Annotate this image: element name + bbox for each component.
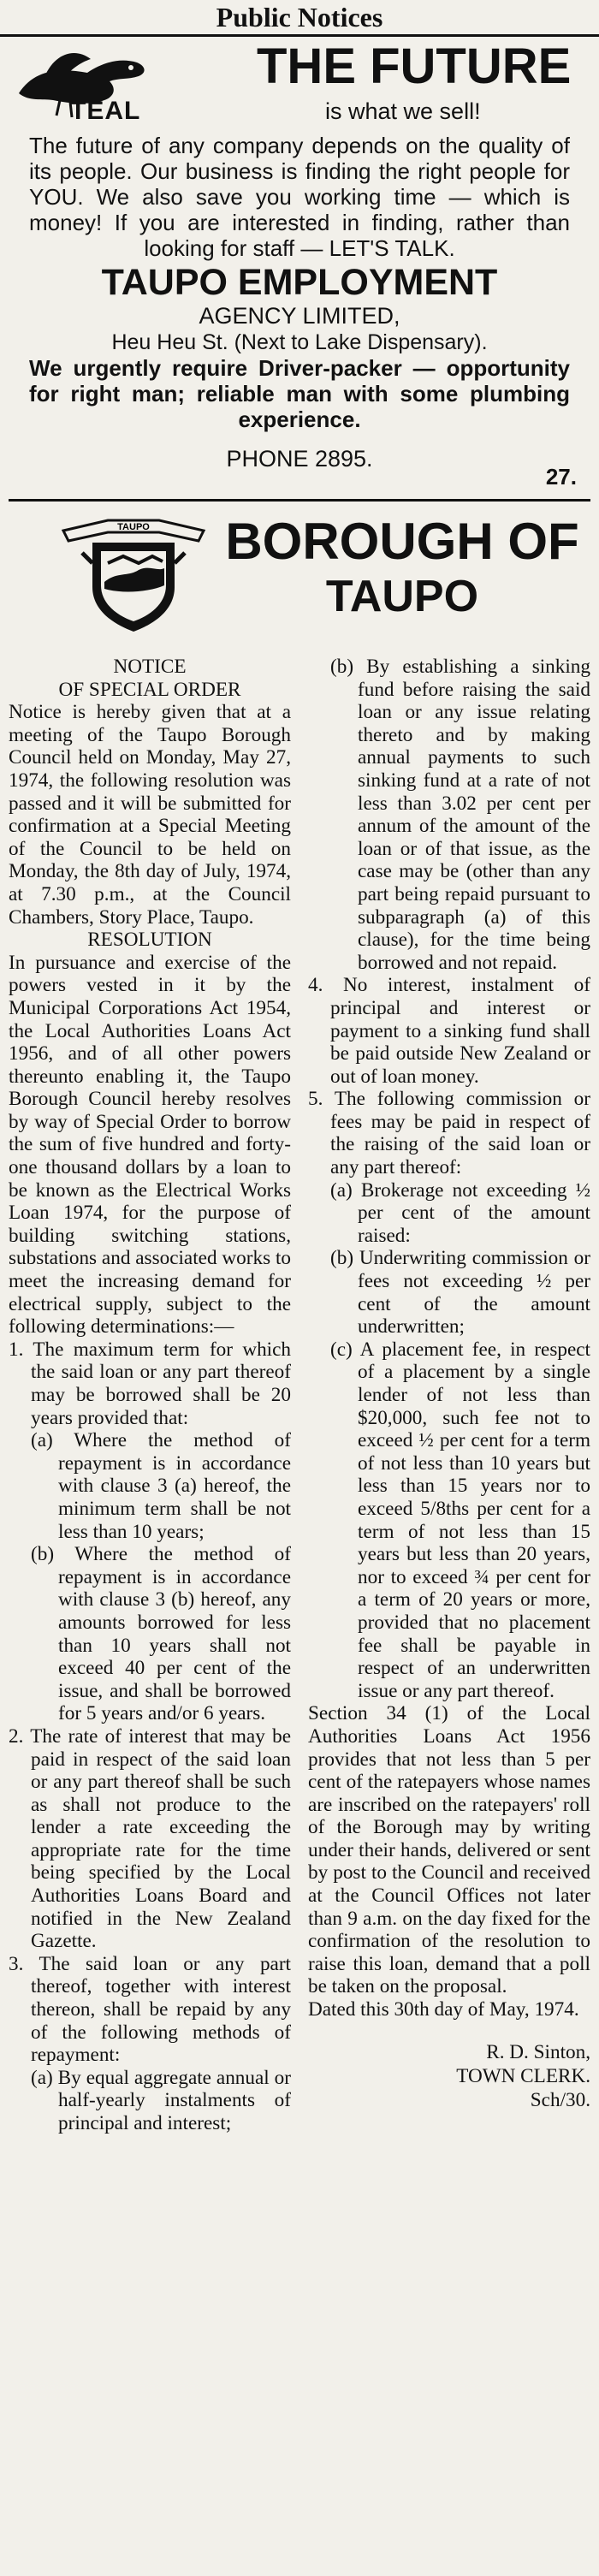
job-wanted-text: We urgently require Driver-packer — opportunity for right man; reliable man with some plumbing experience. bbox=[29, 355, 570, 432]
phone-number: PHONE 2895. bbox=[226, 446, 373, 472]
notice-column-right bbox=[308, 656, 590, 2135]
resolution-text: In pursuance and exercise of the powers vested in it by the Municipal Corporations Act 1954, the Local Authorities Loans Act 1956, and of all other powers thereunto enabling it, the Taupo Borough Council hereby resolves by way of Special Order to borrow the sum of five hundred and forty-one thousand dollars by a loan to be known as the Electrical Works Loan 1974, for the purpose of building switching stations, substations and associated works to meet the increasing demand for electrical supply, subject to the following determinations:— bbox=[9, 951, 291, 1338]
company-address: Heu Heu St. (Next to Lake Dispensary). bbox=[111, 330, 488, 354]
notice-column-left bbox=[9, 656, 291, 2135]
section-34-text: Section 34 (1) of the Local Authorities Loans Act 1956 provides that not less than 5 per cent of the ratepayers whose names are inscribed on the ratepayers' roll of the Borough may by writing under their hands, delivered or sent by post to the Council and received at the Council Offices not later than 9 a.m. on the day fixed for the confirmation of the resolution to raise this loan, demand that a poll be taken on the proposal. bbox=[308, 1702, 590, 1998]
notice-heading: NOTICE bbox=[113, 656, 187, 678]
advert-headline: THE FUTURE bbox=[257, 39, 572, 94]
advert-subheadline: is what we sell! bbox=[325, 98, 481, 124]
signatory-position: TOWN CLERK. bbox=[456, 2064, 590, 2087]
advert-reference: 27. bbox=[545, 464, 577, 490]
signature-block bbox=[308, 2040, 590, 2112]
notice-intro: Notice is hereby given that at a meeting of the Taupo Borough Council held on Monday, May 27, 1974, the following resolution was passed and it will be submitted for confirmation at a Special Meeting of the Council to be held on Monday, the 8th day of July, 1974, at 7.30 p.m., at the Council Chambers, Story Place, Taupo. bbox=[9, 701, 291, 929]
advert-body-block bbox=[29, 133, 570, 472]
clause-5b: (b) Underwriting commission or fees not exceeding ½ per cent of the amount underwritten; bbox=[330, 1247, 590, 1338]
clause-5c: (c) A placement fee, in respect of a placement by a single lender of not less than $20,000, such fee not to exceed ½ per cent for a term of not less than 10 years but less than 15 years nor to exceed 5/8ths per cent for a term of not less than 15 years but less than 20 years, nor to exceed ¾ per cent for a term of 20 years or more, provided that no placement fee shall be payable in respect of an underwritten issue or any part thereof. bbox=[330, 1338, 590, 1702]
notice-columns bbox=[9, 656, 590, 2135]
notice-subheading: OF SPECIAL ORDER bbox=[58, 678, 241, 701]
notice-title-line2: TAUPO bbox=[325, 572, 479, 621]
dated-line: Dated this 30th day of May, 1974. bbox=[308, 1998, 579, 2021]
clause-3b: (b) By establishing a sinking fund before raising the said loan or any issue relating thereto and by making annual payments to such sinking fund at a rate of not less than 3.02 per cent per annum of the amount of the loan or of that issue, as the case may be (other than any part being repaid pursuant to subparagraph (a) of this clause), for the time being borrowed and not repaid. bbox=[330, 656, 590, 974]
clause-3: 3. The said loan or any part thereof, together with interest thereon, shall be repaid by any of the following methods of repayment: bbox=[9, 1952, 291, 2067]
employment-advert bbox=[0, 37, 599, 499]
crest-text: TAUPO bbox=[117, 522, 150, 532]
notice-title-line1: BOROUGH OF bbox=[225, 513, 579, 570]
logo-text: TEAL bbox=[70, 97, 141, 125]
advert-body: The future of any company depends on the quality of its people. Our business is finding the right people for YOU. We also save you working time — which is money! If you are interested in finding, rather than looking for staff — LET'S TALK. bbox=[29, 133, 570, 261]
signatory-name: R. D. Sinton, bbox=[486, 2040, 590, 2063]
notice-reference: Sch/30. bbox=[530, 2088, 590, 2111]
clause-1a: (a) Where the method of repayment is in accordance with clause 3 (a) hereof, the minimum term shall be not less than 10 years; bbox=[31, 1429, 291, 1543]
notice-title bbox=[0, 513, 599, 623]
clause-4: 4. No interest, instalment of principal and interest or payment to a sinking fund shall be paid outside New Zealand or out of loan money. bbox=[308, 974, 590, 1088]
clause-1: 1. The maximum term for which the said loan or any part thereof may be borrowed shall be 20 years provided that: bbox=[9, 1338, 291, 1429]
borough-notice bbox=[0, 502, 599, 2573]
company-subtitle: AGENCY LIMITED, bbox=[199, 303, 400, 329]
clause-3a: (a) By equal aggregate annual or half-yearly instalments of principal and interest; bbox=[31, 2066, 291, 2134]
section-header: Public Notices bbox=[0, 0, 599, 37]
clause-1b: (b) Where the method of repayment is in accordance with clause 3 (b) hereof, any amounts borrowed for less than 10 years shall not exceed 40 per cent of the issue, and shall be borrowed for 5 years and/or 6 years. bbox=[31, 1543, 291, 1725]
clause-5: 5. The following commission or fees may be paid in respect of the raising of the said loan or any part thereof: bbox=[308, 1088, 590, 1179]
company-name: TAUPO EMPLOYMENT bbox=[101, 262, 498, 303]
resolution-heading: RESOLUTION bbox=[87, 929, 212, 952]
clause-2: 2. The rate of interest that may be paid in respect of the said loan or any part thereof shall be such as shall not produce to the lender a rate exceeding the appropriate rate for the time being specified by the Local Authorities Loans Board and notified in the New Zealand Gazette. bbox=[9, 1724, 291, 1953]
clause-5a: (a) Brokerage not exceeding ½ per cent of the amount raised: bbox=[330, 1178, 590, 1247]
